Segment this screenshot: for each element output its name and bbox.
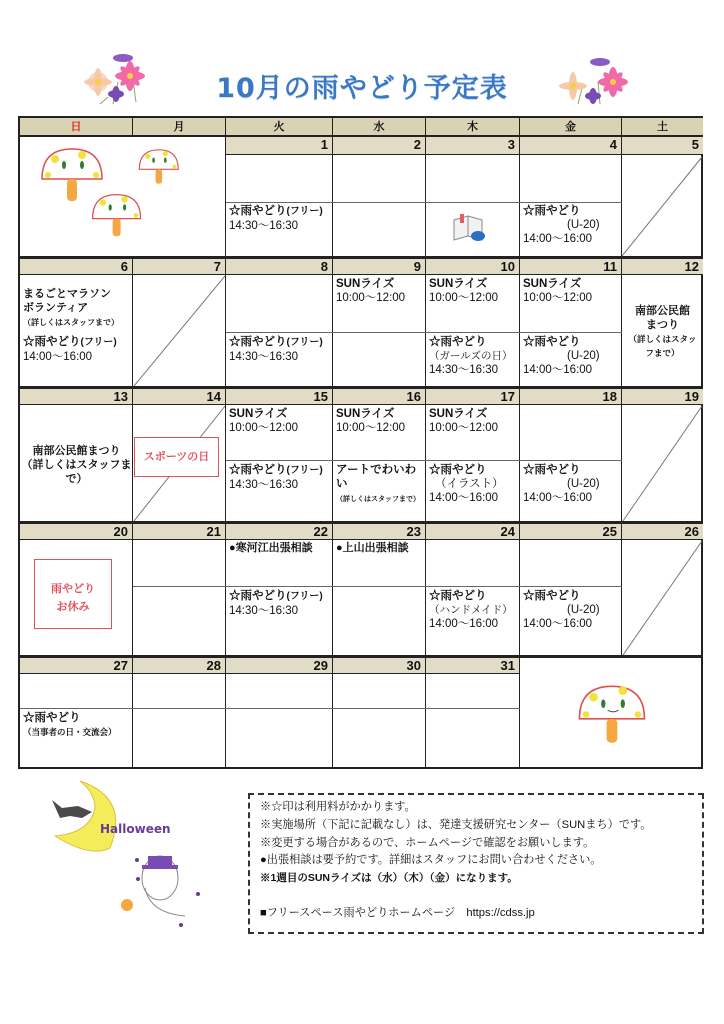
event-d17-pm: ☆雨やどり （イラスト） 14:00〜16:00 [429,464,504,504]
day-31-cell[interactable] [426,674,520,769]
day-30: 30 [333,656,426,674]
event-d10-pm: ☆雨やどり （ガールズの日） 14:30〜16:30 [429,336,513,376]
weekday-mon: 月 [133,118,226,137]
day-11: 11 [520,257,622,275]
closed-day-label: 雨やどり お休み [34,559,112,629]
note-consultation: ●出張相談は要予約です。詳細はスタッフにお問い合わせください。 [260,854,602,867]
day-14: 14 [133,387,226,405]
week1-sun-mon-illustration [20,137,226,257]
divider [226,460,622,461]
day-22: 22 [226,522,333,540]
event-d16-am: SUNライズ 10:00〜12:00 [336,408,406,434]
day-7: 7 [133,257,226,275]
day-28: 28 [133,656,226,674]
day-5: 5 [622,137,703,155]
event-d10-am: SUNライズ 10:00〜12:00 [429,278,499,304]
event-d17-am: SUNライズ 10:00〜12:00 [429,408,499,434]
day-6: 6 [20,257,133,275]
day-3: 3 [426,137,520,155]
event-d12: 南部公民館 まつり （詳しくはスタッ フまで） [628,305,697,358]
day-17: 17 [426,387,520,405]
day-28-cell[interactable] [133,674,226,769]
day-2: 2 [333,137,426,155]
divider [133,586,622,587]
event-d1-pm: ☆雨やどり(フリー) 14:30〜16:30 [229,205,323,232]
day-23-cell[interactable] [333,540,426,656]
day-9: 9 [333,257,426,275]
event-d11-am: SUNライズ 10:00〜12:00 [523,278,593,304]
day-13: 13 [20,387,133,405]
day-25: 25 [520,522,622,540]
day-19: 19 [622,387,703,405]
day-24: 24 [426,522,520,540]
closed-diagonal-icon [622,405,703,522]
day-5-cell[interactable] [622,155,703,257]
weekday-wed: 水 [333,118,426,137]
day-29-cell[interactable] [226,674,333,769]
day-16: 16 [333,387,426,405]
day-26-cell[interactable] [622,540,703,656]
event-d6-am: まるごとマラソン ボランティア （詳しくはスタッフまで） [23,288,119,327]
event-d6-pm: ☆雨やどり(フリー) 14:00〜16:00 [23,336,117,363]
day-21: 21 [133,522,226,540]
weekday-thu: 木 [426,118,520,137]
day-12: 12 [622,257,703,275]
event-d15-pm: ☆雨やどり(フリー) 14:30〜16:30 [229,464,323,491]
day-30-cell[interactable] [333,674,426,769]
day-7-cell[interactable] [133,275,226,387]
event-d16-pm: アートでわいわい （詳しくはスタッフまで） [336,464,420,503]
mushroom-illustration-icon [575,682,650,747]
day-8: 8 [226,257,333,275]
event-d27-pm: ☆雨やどり （当事者の日・交流会） [23,712,117,737]
page-title: 10月の雨やどり予定表 [216,73,508,104]
divider [20,708,520,709]
svg-text:Halloween: Halloween [100,822,171,836]
halloween-illustration-icon [40,778,210,928]
sports-day-label: スポーツの日 [134,437,219,477]
day-15: 15 [226,387,333,405]
event-d13: 南部公民館まつり （詳しくはスタッフま で） [21,445,132,485]
notes-box [248,793,704,934]
day-27: 27 [20,656,133,674]
day-2-cell[interactable] [333,155,426,257]
week5-fri-sat-illustration [520,656,703,769]
day-18: 18 [520,387,622,405]
weekday-sun: 日 [20,118,133,137]
day-21-cell[interactable] [133,540,226,656]
calendar-grid [18,116,703,769]
homepage-link[interactable]: ■フリースペース雨やどりホームページ https://cdss.jp [260,906,535,919]
book-and-cup-icon [452,214,488,242]
day-1: 1 [226,137,333,155]
day-29: 29 [226,656,333,674]
event-d24-pm: ☆雨やどり （ハンドメイド） 14:00〜16:00 [429,590,513,630]
event-d4-pm: ☆雨やどり (U-20) 14:00〜16:00 [523,205,600,245]
closed-diagonal-icon [133,275,226,387]
event-d8-pm: ☆雨やどり(フリー) 14:30〜16:30 [229,336,323,363]
event-d11-pm: ☆雨やどり (U-20) 14:00〜16:00 [523,336,600,376]
weekday-tue: 火 [226,118,333,137]
note-spacer [260,888,692,905]
event-d9-am: SUNライズ 10:00〜12:00 [336,278,406,304]
event-d22-am: ●寒河江出張相談 [229,542,313,554]
divider [226,332,622,333]
weekday-fri: 金 [520,118,622,137]
day-26: 26 [622,522,703,540]
note-changes: ※変更する場合があるので、ホームページで確認をお願いします。 [260,836,595,849]
day-23: 23 [333,522,426,540]
day-31: 31 [426,656,520,674]
note-sunrise: ※1週目のSUNライズは（水）（木）（金）になります。 [260,872,518,885]
day-20: 20 [20,522,133,540]
event-d18-pm: ☆雨やどり (U-20) 14:00〜16:00 [523,464,600,504]
day-8-cell[interactable] [226,275,333,387]
note-location: ※実施場所（下記に記載なし）は、発達支援研究センター（SUNまち）です。 [260,818,652,831]
mushroom-illustration-icon [20,137,220,252]
event-d15-am: SUNライズ 10:00〜12:00 [229,408,299,434]
day-10: 10 [426,257,520,275]
day-19-cell[interactable] [622,405,703,522]
closed-diagonal-icon [622,155,703,257]
event-d25-pm: ☆雨やどり (U-20) 14:00〜16:00 [523,590,600,630]
event-d23-am: ●上山出張相談 [336,542,409,554]
day-4: 4 [520,137,622,155]
event-d22-pm: ☆雨やどり(フリー) 14:30〜16:30 [229,590,323,617]
closed-diagonal-icon [622,540,703,656]
note-fee: ※☆印は利用料がかかります。 [260,801,416,813]
weekday-sat: 土 [622,118,703,137]
